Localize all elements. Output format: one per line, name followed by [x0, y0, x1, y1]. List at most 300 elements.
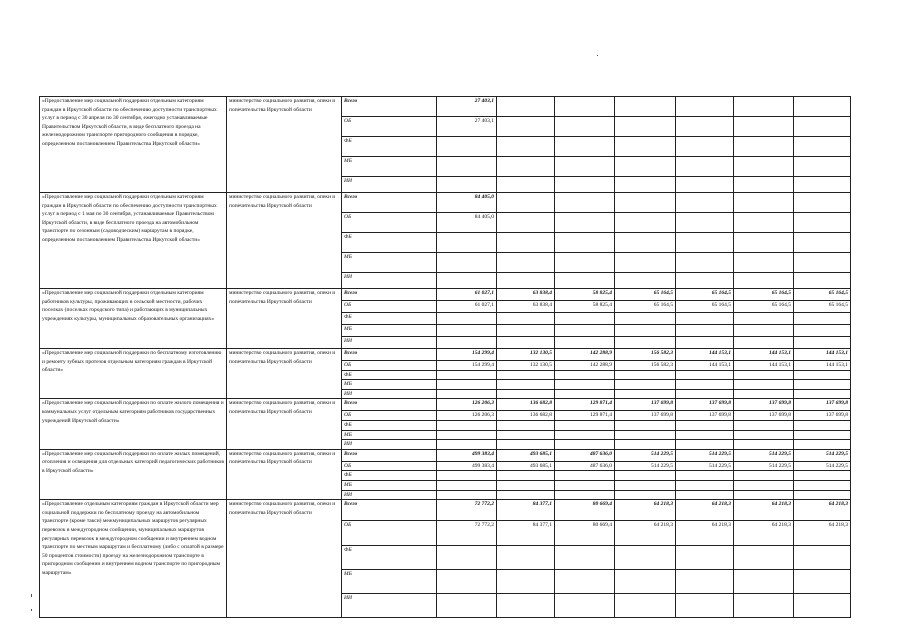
value-cell — [615, 177, 676, 193]
value-cell — [734, 177, 794, 193]
value-cell — [615, 97, 676, 117]
value-cell: 84 377,1 — [497, 521, 555, 546]
table-row — [40, 289, 851, 301]
value-cell: 84 405,0 — [437, 213, 497, 233]
value-cell — [615, 157, 676, 177]
value-cell: 27 403,1 — [437, 97, 497, 117]
funding-source-label: МБ — [342, 325, 437, 337]
value-cell — [497, 594, 555, 618]
value-cell — [734, 325, 794, 337]
value-cell: 27 403,1 — [437, 117, 497, 137]
value-cell — [437, 233, 497, 253]
scan-speck — [597, 55, 598, 56]
value-cell: 499 383,4 — [437, 461, 497, 471]
value-cell — [676, 570, 734, 594]
program-name-cell: «Предоставление мер социальной поддержки отдельным категориям работников культуры, проживающих в сельской местности, рабочих поселках (поселках городского типа) и работающих в муниципальных учреждениях культуры, муниципальных образовательных организациях» — [40, 289, 227, 349]
value-cell — [794, 233, 851, 253]
value-cell: 514 229,5 — [794, 461, 851, 471]
value-cell: 63 838,4 — [497, 301, 555, 313]
value-cell — [676, 213, 734, 233]
program-name-cell: «Предоставление отдельным категориям граждан в Иркутской области мер социальной поддержки по бесплатному проезду на автомобильном транспорте (кроме такси) межмуниципальных маршрутов регулярных перевозок в междугородном сообщении, муниципальных маршрутов регулярных перевозок в междугородном сообщении и внутреннем водном транспорте по местным маршрутам и бесплатному (либо с оплатой в размере 50 процентов стоимости) проезду на железнодорожном транспорте в пригородном сообщении и внутреннем водном транспорте по пригородным маршрутам» — [40, 500, 227, 618]
funding-source-label: Всего — [342, 97, 437, 117]
value-cell — [615, 233, 676, 253]
value-cell — [555, 594, 615, 618]
value-cell: 493 685,1 — [497, 461, 555, 471]
value-cell — [555, 97, 615, 117]
value-cell: 137 699,8 — [794, 399, 851, 411]
value-cell — [676, 233, 734, 253]
value-cell — [734, 337, 794, 349]
value-cell: 137 699,8 — [734, 399, 794, 411]
value-cell: 65 164,5 — [734, 289, 794, 301]
value-cell — [615, 440, 676, 450]
funding-source-label: ОБ — [342, 213, 437, 233]
value-cell: 136 682,8 — [497, 399, 555, 411]
funding-source-label: Всего — [342, 349, 437, 361]
value-cell: 137 699,8 — [794, 411, 851, 421]
value-cell — [497, 480, 555, 490]
value-cell: 129 871,4 — [555, 411, 615, 421]
value-cell — [734, 420, 794, 430]
value-cell: 514 229,5 — [794, 449, 851, 461]
value-cell — [794, 157, 851, 177]
value-cell — [794, 325, 851, 337]
funding-source-label: ФБ — [342, 370, 437, 380]
value-cell: 80 669,4 — [555, 500, 615, 521]
value-cell — [615, 380, 676, 390]
value-cell — [555, 157, 615, 177]
value-cell — [437, 440, 497, 450]
value-cell — [676, 490, 734, 500]
value-cell — [437, 337, 497, 349]
value-cell — [794, 253, 851, 273]
value-cell — [497, 546, 555, 570]
value-cell — [615, 193, 676, 213]
table-row — [40, 97, 851, 117]
value-cell — [794, 273, 851, 289]
funding-source-label: МБ — [342, 157, 437, 177]
value-cell — [555, 213, 615, 233]
value-cell — [555, 420, 615, 430]
value-cell — [437, 480, 497, 490]
value-cell: 137 699,8 — [734, 411, 794, 421]
value-cell: 154 299,4 — [437, 349, 497, 361]
value-cell — [437, 380, 497, 390]
value-cell: 80 669,4 — [555, 521, 615, 546]
value-cell: 487 636,0 — [555, 449, 615, 461]
value-cell — [615, 273, 676, 289]
value-cell — [497, 440, 555, 450]
value-cell — [555, 471, 615, 481]
value-cell — [615, 325, 676, 337]
funding-source-label: ИИ — [342, 490, 437, 500]
value-cell — [437, 313, 497, 325]
value-cell — [497, 313, 555, 325]
value-cell: 499 383,4 — [437, 449, 497, 461]
value-cell — [734, 440, 794, 450]
value-cell — [437, 253, 497, 273]
value-cell — [615, 546, 676, 570]
funding-source-label: ФБ — [342, 313, 437, 325]
value-cell — [676, 337, 734, 349]
value-cell — [497, 97, 555, 117]
value-cell — [437, 177, 497, 193]
value-cell — [555, 233, 615, 253]
value-cell — [437, 273, 497, 289]
value-cell: 72 772,2 — [437, 500, 497, 521]
value-cell — [794, 490, 851, 500]
value-cell — [734, 430, 794, 440]
value-cell — [794, 370, 851, 380]
value-cell — [615, 253, 676, 273]
value-cell — [555, 570, 615, 594]
value-cell — [734, 490, 794, 500]
table-row — [40, 399, 851, 411]
value-cell: 493 685,1 — [497, 449, 555, 461]
value-cell: 64 218,3 — [676, 521, 734, 546]
value-cell — [794, 313, 851, 325]
executor-cell: министерство социального развития, опеки и попечительства Иркутской области — [227, 500, 342, 618]
funding-source-label: МБ — [342, 570, 437, 594]
value-cell — [497, 420, 555, 430]
value-cell — [555, 389, 615, 399]
value-cell — [497, 380, 555, 390]
value-cell — [734, 193, 794, 213]
value-cell — [555, 430, 615, 440]
value-cell — [555, 440, 615, 450]
value-cell — [497, 253, 555, 273]
value-cell: 61 027,1 — [437, 289, 497, 301]
scan-speck — [31, 609, 32, 611]
value-cell: 72 772,2 — [437, 521, 497, 546]
funding-source-label: ОБ — [342, 461, 437, 471]
funding-source-label: ФБ — [342, 233, 437, 253]
value-cell — [676, 389, 734, 399]
value-cell — [794, 420, 851, 430]
table-row — [40, 349, 851, 361]
value-cell — [555, 193, 615, 213]
funding-source-label: Всего — [342, 289, 437, 301]
value-cell — [734, 480, 794, 490]
value-cell — [615, 313, 676, 325]
value-cell: 137 699,8 — [676, 399, 734, 411]
value-cell — [555, 490, 615, 500]
value-cell: 144 153,1 — [734, 349, 794, 361]
program-name-cell: «Предоставление мер социальной поддержки отдельным категориям граждан в Иркутской области по обеспечению доступности транспортных услуг в период с 30 апреля по 30 сентября, ежегодно устанавливаемые Правительством Иркутской области, в виде бесплатного проезда на железнодорожном транспорте пригородного сообщения в порядке, определенном постановлением Правительства Иркутской области» — [40, 97, 227, 193]
value-cell: 65 164,5 — [734, 301, 794, 313]
funding-source-label: МБ — [342, 380, 437, 390]
funding-source-label: ИИ — [342, 389, 437, 399]
value-cell — [437, 570, 497, 594]
value-cell — [615, 490, 676, 500]
value-cell — [676, 313, 734, 325]
value-cell — [555, 117, 615, 137]
value-cell — [676, 157, 734, 177]
value-cell — [497, 337, 555, 349]
value-cell — [734, 313, 794, 325]
value-cell — [497, 177, 555, 193]
value-cell: 514 229,5 — [676, 449, 734, 461]
funding-source-label: ОБ — [342, 521, 437, 546]
value-cell: 144 153,1 — [676, 349, 734, 361]
executor-cell: министерство социального развития, опеки и попечительства Иркутской области — [227, 193, 342, 289]
value-cell — [734, 233, 794, 253]
value-cell — [615, 137, 676, 157]
value-cell: 144 153,1 — [794, 361, 851, 371]
value-cell — [497, 370, 555, 380]
value-cell — [734, 273, 794, 289]
program-name-cell: «Предоставление мер социальной поддержки по оплате жилых помещений, отопления и освещения для отдельных категорий педагогических работников в Иркутской области» — [40, 449, 227, 499]
value-cell: 64 218,3 — [794, 521, 851, 546]
value-cell — [676, 193, 734, 213]
funding-source-label: ОБ — [342, 301, 437, 313]
value-cell — [555, 273, 615, 289]
value-cell — [555, 370, 615, 380]
value-cell: 514 229,5 — [734, 461, 794, 471]
value-cell — [555, 546, 615, 570]
value-cell — [437, 490, 497, 500]
value-cell — [734, 594, 794, 618]
value-cell — [615, 389, 676, 399]
value-cell — [794, 380, 851, 390]
value-cell — [555, 137, 615, 157]
value-cell — [497, 137, 555, 157]
value-cell: 156 582,3 — [615, 349, 676, 361]
value-cell — [437, 430, 497, 440]
funding-source-label: ФБ — [342, 471, 437, 481]
funding-source-label: Всего — [342, 399, 437, 411]
value-cell: 84 377,1 — [497, 500, 555, 521]
value-cell — [437, 420, 497, 430]
value-cell — [555, 325, 615, 337]
value-cell: 58 825,4 — [555, 301, 615, 313]
value-cell — [676, 370, 734, 380]
value-cell — [437, 370, 497, 380]
value-cell — [734, 471, 794, 481]
value-cell: 65 164,5 — [615, 301, 676, 313]
funding-source-label: ФБ — [342, 546, 437, 570]
value-cell: 137 699,8 — [615, 411, 676, 421]
value-cell: 63 838,4 — [497, 289, 555, 301]
value-cell — [676, 253, 734, 273]
funding-source-label: ИИ — [342, 177, 437, 193]
value-cell — [497, 430, 555, 440]
value-cell — [676, 480, 734, 490]
value-cell — [794, 594, 851, 618]
value-cell — [794, 337, 851, 349]
funding-source-label: ОБ — [342, 411, 437, 421]
value-cell — [437, 389, 497, 399]
value-cell — [734, 380, 794, 390]
value-cell: 58 825,4 — [555, 289, 615, 301]
value-cell: 144 153,1 — [676, 361, 734, 371]
value-cell — [794, 177, 851, 193]
value-cell: 126 206,3 — [437, 399, 497, 411]
value-cell — [615, 337, 676, 349]
funding-source-label: ФБ — [342, 137, 437, 157]
value-cell: 65 164,5 — [794, 301, 851, 313]
value-cell: 64 218,3 — [794, 500, 851, 521]
value-cell — [676, 273, 734, 289]
value-cell — [615, 480, 676, 490]
funding-source-label: ИИ — [342, 273, 437, 289]
value-cell — [676, 177, 734, 193]
value-cell — [794, 471, 851, 481]
value-cell — [734, 389, 794, 399]
executor-cell: министерство социального развития, опеки и попечительства Иркутской области — [227, 97, 342, 193]
funding-source-label: МБ — [342, 480, 437, 490]
value-cell — [734, 370, 794, 380]
value-cell — [676, 97, 734, 117]
value-cell — [615, 430, 676, 440]
value-cell — [437, 471, 497, 481]
value-cell — [794, 430, 851, 440]
program-name-cell: «Предоставление мер социальной поддержки отдельным категориям граждан в Иркутской области по обеспечению доступности транспортных услуг в период с 1 мая по 30 сентября, устанавливаемые Правительством Иркутской области, в виде бесплатного проезда на автомобильном транспорте по сезонным (садоводческим) маршрутам в порядке, определенном постановлением Правительства Иркутской области» — [40, 193, 227, 289]
value-cell: 126 206,3 — [437, 411, 497, 421]
value-cell — [676, 325, 734, 337]
program-funding-table — [39, 96, 851, 618]
value-cell — [437, 137, 497, 157]
value-cell — [794, 97, 851, 117]
value-cell: 514 229,5 — [676, 461, 734, 471]
table-row — [40, 193, 851, 213]
value-cell: 132 130,5 — [497, 361, 555, 371]
value-cell — [794, 480, 851, 490]
value-cell — [497, 570, 555, 594]
value-cell — [794, 440, 851, 450]
value-cell — [734, 137, 794, 157]
value-cell: 61 027,1 — [437, 301, 497, 313]
value-cell — [497, 490, 555, 500]
executor-cell: министерство социального развития, опеки и попечительства Иркутской области — [227, 289, 342, 349]
value-cell — [555, 480, 615, 490]
funding-source-label: Всего — [342, 449, 437, 461]
value-cell — [794, 193, 851, 213]
value-cell: 64 218,3 — [734, 500, 794, 521]
value-cell — [676, 471, 734, 481]
value-cell — [437, 157, 497, 177]
scan-speck — [31, 594, 32, 597]
value-cell: 156 582,3 — [615, 361, 676, 371]
value-cell: 154 299,4 — [437, 361, 497, 371]
table-row — [40, 500, 851, 521]
value-cell — [555, 253, 615, 273]
value-cell — [497, 213, 555, 233]
program-name-cell: «Предоставление мер социальной поддержки по бесплатному изготовлению и ремонту зубных протезов отдельным категориям граждан в Иркутской области» — [40, 349, 227, 399]
funding-source-label: Всего — [342, 193, 437, 213]
value-cell — [497, 117, 555, 137]
value-cell: 65 164,5 — [676, 301, 734, 313]
value-cell — [676, 117, 734, 137]
value-cell: 142 288,9 — [555, 361, 615, 371]
value-cell: 64 218,3 — [676, 500, 734, 521]
value-cell: 132 130,5 — [497, 349, 555, 361]
value-cell — [555, 380, 615, 390]
funding-source-label: ФБ — [342, 420, 437, 430]
value-cell — [497, 471, 555, 481]
value-cell: 64 218,3 — [615, 521, 676, 546]
value-cell: 514 229,5 — [734, 449, 794, 461]
funding-source-label: ИИ — [342, 440, 437, 450]
value-cell — [497, 273, 555, 289]
value-cell — [734, 546, 794, 570]
value-cell — [734, 157, 794, 177]
value-cell — [676, 440, 734, 450]
value-cell — [497, 325, 555, 337]
value-cell: 144 153,1 — [794, 349, 851, 361]
value-cell — [794, 570, 851, 594]
value-cell: 514 229,5 — [615, 449, 676, 461]
value-cell — [555, 313, 615, 325]
executor-cell: министерство социального развития, опеки и попечительства Иркутской области — [227, 349, 342, 399]
table-body — [40, 97, 851, 618]
value-cell — [676, 420, 734, 430]
value-cell: 65 164,5 — [794, 289, 851, 301]
value-cell: 487 636,0 — [555, 461, 615, 471]
value-cell — [497, 193, 555, 213]
funding-source-label: ОБ — [342, 117, 437, 137]
value-cell — [437, 325, 497, 337]
funding-source-label: Всего — [342, 500, 437, 521]
value-cell — [615, 594, 676, 618]
value-cell — [676, 594, 734, 618]
value-cell — [794, 137, 851, 157]
funding-source-label: МБ — [342, 253, 437, 273]
value-cell — [734, 97, 794, 117]
value-cell — [437, 594, 497, 618]
program-name-cell: «Предоставление мер социальной поддержки по оплате жилого помещения и коммунальных услуг отдельным категориям работников государственных учреждений Иркутской области» — [40, 399, 227, 449]
value-cell: 514 229,5 — [615, 461, 676, 471]
value-cell — [615, 471, 676, 481]
value-cell: 64 218,3 — [615, 500, 676, 521]
value-cell — [734, 117, 794, 137]
value-cell — [497, 233, 555, 253]
value-cell: 142 288,9 — [555, 349, 615, 361]
value-cell — [615, 117, 676, 137]
value-cell — [794, 546, 851, 570]
value-cell — [734, 253, 794, 273]
value-cell: 137 699,8 — [676, 411, 734, 421]
value-cell: 136 682,8 — [497, 411, 555, 421]
value-cell: 65 164,5 — [615, 289, 676, 301]
funding-source-label: ИИ — [342, 337, 437, 349]
value-cell: 65 164,5 — [676, 289, 734, 301]
value-cell: 144 153,1 — [734, 361, 794, 371]
value-cell: 137 699,8 — [615, 399, 676, 411]
value-cell: 129 871,4 — [555, 399, 615, 411]
value-cell — [676, 137, 734, 157]
value-cell — [734, 213, 794, 233]
value-cell — [497, 157, 555, 177]
value-cell: 64 218,3 — [734, 521, 794, 546]
funding-source-label: ИИ — [342, 594, 437, 618]
value-cell — [676, 430, 734, 440]
value-cell — [555, 337, 615, 349]
value-cell — [794, 389, 851, 399]
value-cell — [615, 370, 676, 380]
value-cell — [615, 213, 676, 233]
value-cell: 84 405,0 — [437, 193, 497, 213]
value-cell — [734, 570, 794, 594]
executor-cell: министерство социального развития, опеки и попечительства Иркутской области — [227, 399, 342, 449]
executor-cell: министерство социального развития, опеки и попечительства Иркутской области — [227, 449, 342, 499]
value-cell — [437, 546, 497, 570]
funding-source-label: МБ — [342, 430, 437, 440]
value-cell — [676, 546, 734, 570]
value-cell — [615, 420, 676, 430]
value-cell — [794, 117, 851, 137]
value-cell — [794, 213, 851, 233]
